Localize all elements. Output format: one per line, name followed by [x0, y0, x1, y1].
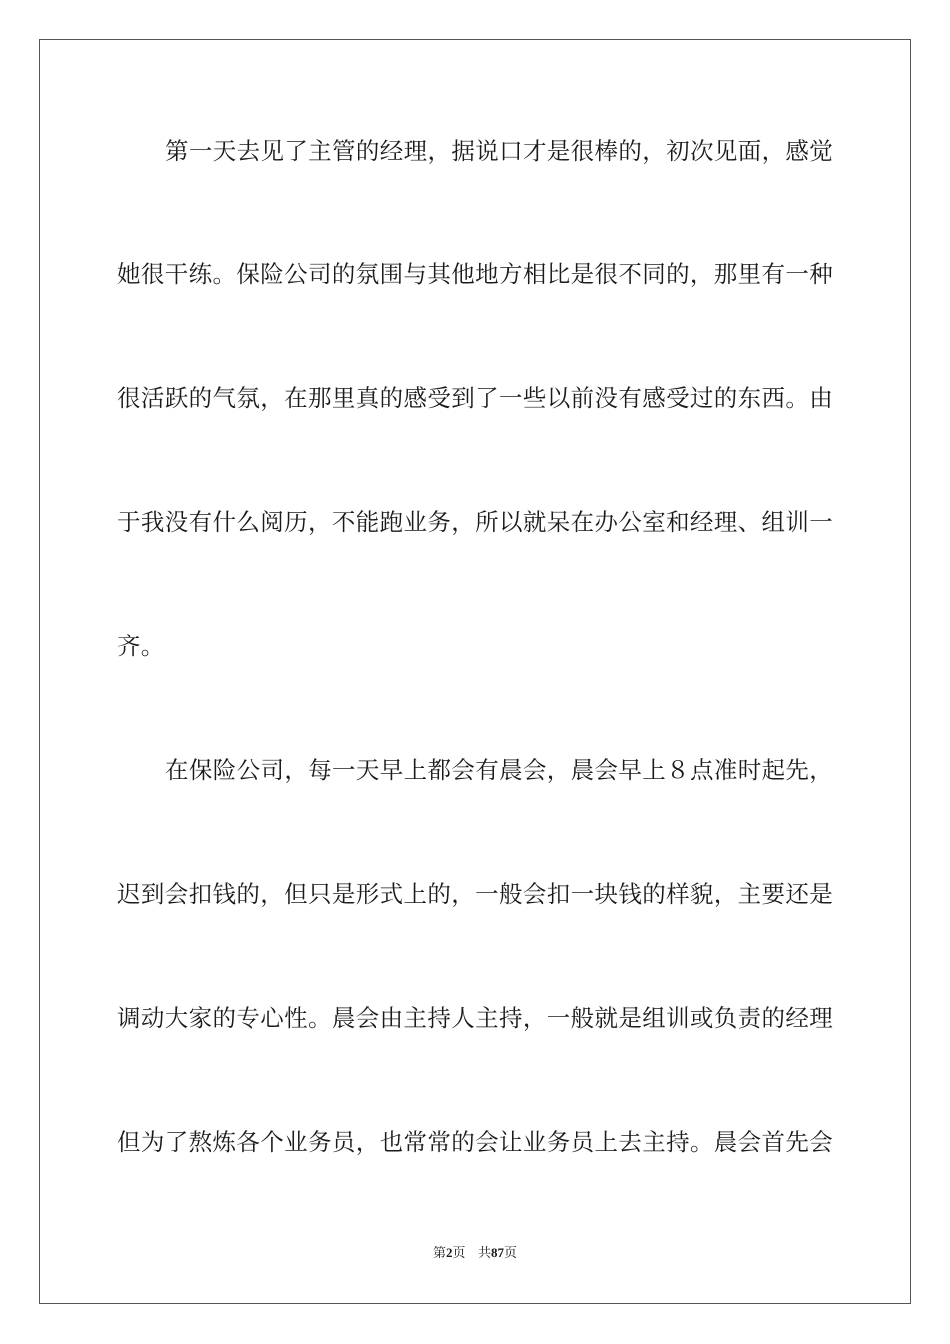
- paragraph-1-line-4: 于我没有什么阅历，不能跑业务，所以就呆在办公室和经理、组训一: [117, 508, 833, 536]
- paragraph-2-line-3: 调动大家的专心性。晨会由主持人主持，一般就是组训或负责的经理: [117, 1004, 833, 1032]
- total-label-suffix: 页: [503, 1246, 517, 1261]
- paragraph-2-line-1: 在保险公司，每一天早上都会有晨会，晨会早上８点准时起先，: [165, 756, 833, 784]
- paragraph-2-line-4: 但为了熬炼各个业务员，也常常的会让业务员上去主持。晨会首先会: [117, 1128, 833, 1156]
- page-footer: [0, 1244, 950, 1263]
- paragraph-2-line-2: 迟到会扣钱的，但只是形式上的，一般会扣一块钱的样貌，主要还是: [117, 880, 833, 908]
- page-number: 2: [446, 1245, 453, 1260]
- paragraph-1-line-3: 很活跃的气氛，在那里真的感受到了一些以前没有感受过的东西。由: [117, 384, 833, 412]
- paragraph-1-line-1: 第一天去见了主管的经理，据说口才是很棒的，初次见面，感觉: [165, 137, 833, 165]
- page-label-prefix: 第: [433, 1246, 447, 1261]
- total-label-prefix: 共: [477, 1246, 491, 1261]
- page-label-suffix: 页: [452, 1246, 466, 1261]
- paragraph-1-line-5: 齐。: [117, 632, 165, 660]
- page-border: [39, 39, 911, 1304]
- total-pages: 87: [490, 1245, 504, 1260]
- paragraph-1-line-2: 她很干练。保险公司的氛围与其他地方相比是很不同的，那里有一种: [117, 260, 833, 288]
